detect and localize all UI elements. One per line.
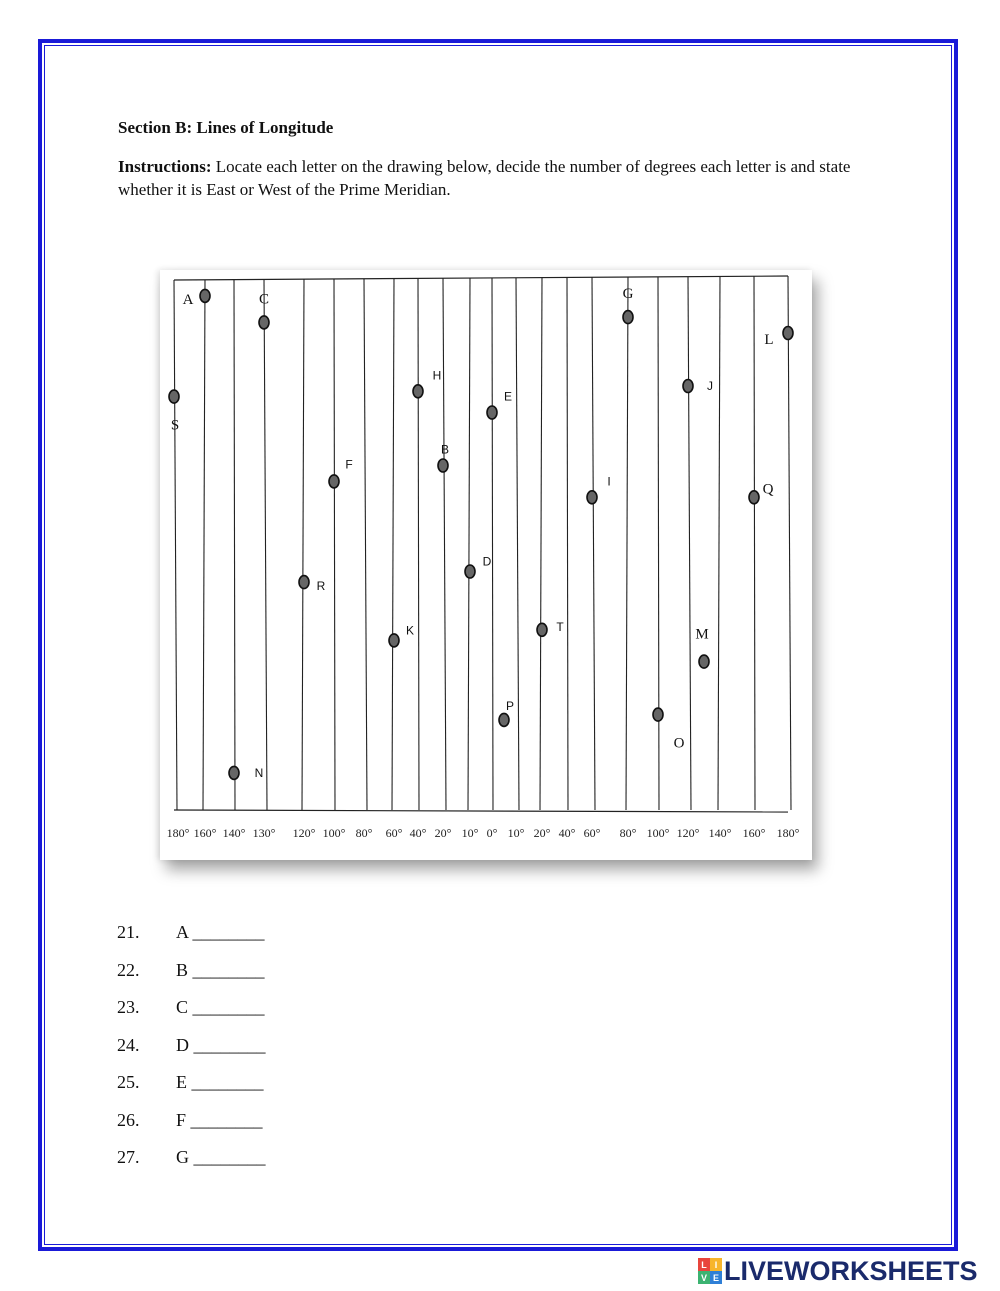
point-label: D (482, 554, 492, 569)
brand-name: LIVEWORKSHEETS (724, 1255, 978, 1286)
tick-label: 80° (619, 826, 637, 840)
tick-label: 160° (193, 826, 217, 840)
meridian-line (540, 278, 542, 810)
diagram-bottom-edge (174, 810, 788, 812)
meridian-line (516, 278, 519, 810)
question-list (117, 922, 266, 1185)
meridian-line (626, 277, 628, 810)
point-marker (749, 491, 759, 504)
longitude-diagram (160, 270, 812, 860)
question-number: 27. (117, 1147, 140, 1167)
point-label: K (405, 623, 415, 638)
tick-label: 60° (385, 826, 403, 840)
instructions-text: Locate each letter on the drawing below, decide the number of degrees each letter is and state whether it is East or West of the Prime Meridian. (118, 157, 851, 199)
point-label: B (440, 442, 450, 457)
answer-blank[interactable]: ________ (192, 997, 265, 1017)
question-number: 22. (117, 959, 140, 980)
tick-label: 180° (166, 826, 190, 840)
point-label: M (695, 626, 709, 643)
tick-label: 20° (533, 826, 551, 840)
meridian-line (592, 277, 595, 810)
tick-label: 40° (409, 826, 427, 840)
meridian-line (468, 278, 470, 810)
point-marker (537, 623, 547, 636)
point-label: Q (762, 481, 774, 498)
question-number: 25. (117, 1072, 140, 1092)
meridian-line (567, 277, 568, 810)
point-label: H (432, 368, 442, 383)
point-label: C (258, 291, 270, 308)
meridian-line (264, 279, 267, 810)
answer-blank[interactable]: ________ (190, 1109, 263, 1130)
tick-label: 10° (507, 826, 525, 840)
point-marker (169, 390, 179, 403)
question-letter: A (176, 922, 193, 942)
meridian-line (718, 276, 720, 810)
point-marker (623, 311, 633, 324)
meridian-line (492, 278, 493, 810)
meridian-line (392, 279, 394, 810)
meridian-line (788, 276, 791, 810)
point-label: I (607, 474, 611, 489)
tick-label: 20° (434, 826, 452, 840)
point-label: N (254, 765, 264, 780)
point-label: O (673, 735, 685, 752)
point-label: L (764, 332, 774, 348)
tick-label: 140° (708, 826, 732, 840)
point-marker (499, 713, 509, 726)
tick-label: 130° (252, 826, 276, 840)
point-marker (229, 766, 239, 779)
tick-label: 60° (583, 826, 601, 840)
instructions-label: Instructions: (118, 157, 212, 176)
point-marker (653, 708, 663, 721)
tick-label: 10° (461, 826, 479, 840)
point-marker (329, 475, 339, 488)
tick-label: 100° (322, 826, 346, 840)
point-marker (699, 655, 709, 668)
point-label: F (345, 457, 353, 472)
point-label: J (707, 379, 713, 393)
answer-blank[interactable]: ________ (191, 1072, 264, 1092)
question-number: 26. (117, 1109, 140, 1130)
tick-label: 120° (292, 826, 316, 840)
question-item (117, 1147, 266, 1185)
point-marker (413, 385, 423, 398)
question-number: 23. (117, 997, 140, 1017)
question-letter: E (176, 1072, 192, 1092)
answer-blank[interactable]: ________ (192, 959, 265, 980)
question-number: 24. (117, 1034, 140, 1055)
meridian-line (203, 280, 205, 810)
tick-label: 100° (646, 826, 670, 840)
point-label: P (505, 698, 515, 713)
tick-label: 160° (742, 826, 766, 840)
meridian-line (443, 278, 446, 810)
question-item (117, 1110, 266, 1148)
question-item (117, 1072, 266, 1110)
point-label: S (170, 417, 180, 434)
point-marker (587, 491, 597, 504)
point-marker (200, 289, 210, 302)
meridian-line (334, 279, 335, 810)
point-marker (783, 327, 793, 340)
question-letter: C (176, 997, 193, 1017)
meridian-line (234, 280, 235, 810)
point-marker (683, 380, 693, 393)
answer-blank[interactable]: ________ (192, 922, 265, 942)
point-marker (487, 406, 497, 419)
brand-icon: L I V E (698, 1258, 722, 1284)
question-number: 21. (117, 922, 140, 942)
question-letter: G (176, 1147, 194, 1167)
point-marker (299, 576, 309, 589)
brand-logo (698, 1256, 978, 1286)
longitude-diagram-svg (160, 270, 812, 860)
meridian-line (418, 278, 419, 810)
instructions (118, 155, 888, 201)
answer-blank[interactable]: ________ (193, 1147, 266, 1167)
diagram-top-edge (174, 276, 788, 280)
tick-label: 180° (776, 826, 800, 840)
question-item (117, 960, 266, 998)
meridian-line (364, 279, 367, 810)
question-letter: B (176, 959, 193, 980)
question-letter: D (176, 1034, 194, 1055)
question-item (117, 997, 266, 1035)
meridian-line (658, 277, 659, 810)
question-letter: F (176, 1109, 191, 1130)
meridian-line (688, 277, 691, 810)
point-label: G (622, 286, 634, 303)
point-marker (465, 565, 475, 578)
point-label: A (182, 291, 194, 308)
tick-label: 80° (355, 826, 373, 840)
meridian-line (302, 279, 304, 810)
point-marker (389, 634, 399, 647)
point-label: E (503, 389, 513, 404)
tick-label: 40° (558, 826, 576, 840)
point-marker (438, 459, 448, 472)
tick-label: 140° (222, 826, 246, 840)
question-item (117, 922, 266, 960)
meridian-line (174, 280, 177, 810)
point-label: T (556, 619, 564, 634)
tick-label: 120° (676, 826, 700, 840)
tick-label: 0° (486, 826, 498, 840)
answer-blank[interactable]: ________ (193, 1034, 266, 1055)
question-item (117, 1035, 266, 1073)
section-title: Section B: Lines of Longitude (118, 118, 334, 137)
meridian-line (754, 276, 755, 810)
point-marker (259, 316, 269, 329)
point-label: R (316, 579, 326, 594)
